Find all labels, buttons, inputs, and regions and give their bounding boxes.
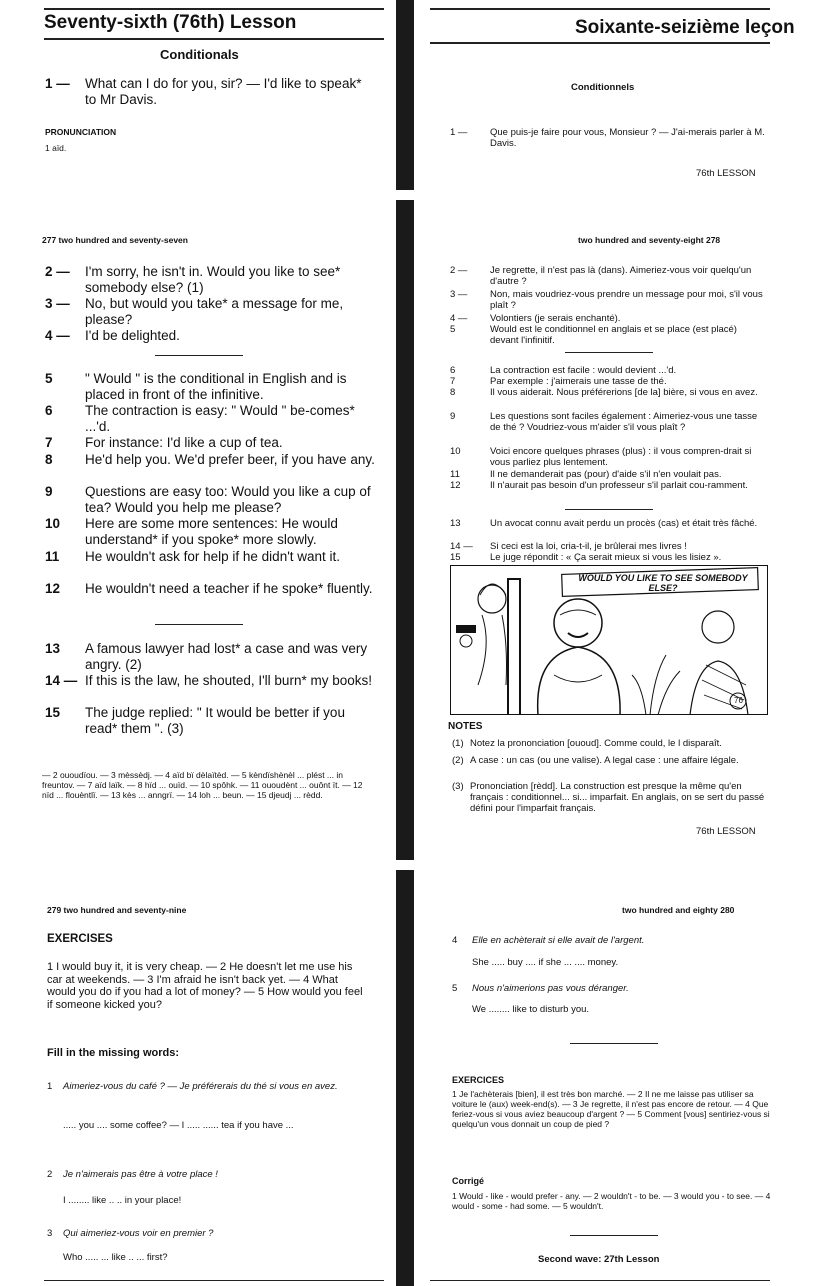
note-text: Notez la prononciation [ououd]. Comme could, le l disparaît. xyxy=(470,738,722,749)
line-text: Voici encore quelques phrases (plus) : il vous compren-drait si vous parliez plus lentement. xyxy=(490,446,752,468)
line-number: 4 — xyxy=(45,328,70,343)
line-text: Un avocat connu avait perdu un procès (cas) et était très fâché. xyxy=(490,518,758,529)
line-text: Les questions sont faciles également : Aimeriez-vous une tasse de thé ? Voudriez-vous m'aider s'il vous plaît ? xyxy=(490,411,758,433)
line-number: 5 xyxy=(450,324,456,335)
exercices-label: EXERCICES xyxy=(452,1075,505,1085)
second-wave: Second wave: 27th Lesson xyxy=(538,1254,660,1265)
line-number: 2 — xyxy=(450,265,468,276)
line-number: 14 — xyxy=(450,541,473,552)
line-number: 13 xyxy=(450,518,461,529)
line-text: He wouldn't need a teacher if he spoke* fluently. xyxy=(85,581,373,596)
lesson-title-en: Seventy-sixth (76th) Lesson xyxy=(44,12,297,33)
en-pronunciation-block: — 2 ououdïou. — 3 mèssèdj. — 4 aïd bï dèlaïtèd. — 5 kèndïshènèl ... plést ... in freuntov. — 7 aïd laïk. — 8 hïd ... ouïd. — 10 spôhk. — 11 ououdènt ... ouônt ït. — 12 nïd ... flouèntlï. — 13 kès ... anngrï. — 14 loh ... beun. — 15 djeudj ... rèdd. xyxy=(42,770,363,800)
line-number: 8 xyxy=(45,452,53,467)
line-number: 4 — xyxy=(450,313,468,324)
line-text: I'd be delighted. xyxy=(85,328,180,343)
lesson-ref-notes: 76th LESSON xyxy=(696,826,756,837)
line-number: 11 xyxy=(45,549,60,564)
line-number: 7 xyxy=(450,376,456,387)
fill-english: We ........ like to disturb you. xyxy=(472,1004,590,1015)
fill-french: Aimeriez-vous du café ? — Je préférerais du thé si vous en avez. xyxy=(63,1081,338,1092)
divider-en-1 xyxy=(155,355,243,356)
line-number: 15 xyxy=(450,552,461,563)
pronunciation-text: 1 aïd. xyxy=(45,143,67,153)
line-text: Que puis-je faire pour vous, Monsieur ? — J'ai-merais parler à M. Davis. xyxy=(490,127,765,149)
fill-number: 3 xyxy=(47,1228,53,1239)
binding-gutter-middle xyxy=(396,200,414,860)
line-text: A famous lawyer had lost* a case and was very angry. (2) xyxy=(85,641,368,672)
line-number: 6 xyxy=(45,403,53,418)
fill-french: Nous n'aimerions pas vous déranger. xyxy=(472,983,629,994)
line-number: 15 xyxy=(45,705,61,720)
line-text: Par exemple : j'aimerais une tasse de thé. xyxy=(490,376,667,387)
exercises-label: EXERCISES xyxy=(47,933,113,945)
line-text: No, but would you take* a message for me, please? xyxy=(85,296,344,327)
note-number: (3) xyxy=(452,781,464,792)
heading-conditionnels: Conditionnels xyxy=(571,82,635,93)
divider-en-2 xyxy=(155,624,243,625)
line-number: 14 — xyxy=(45,673,78,688)
divider-280-2 xyxy=(570,1235,658,1236)
line-text: The judge replied: " It would be better if you read* them ". (3) xyxy=(85,705,345,736)
fill-number: 4 xyxy=(452,935,458,946)
cartoon-illustration xyxy=(450,565,768,715)
corrige-label: Corrigé xyxy=(452,1176,485,1186)
page-header-280: two hundred and eighty 280 xyxy=(622,905,735,915)
line-text: Il n'aurait pas besoin d'un professeur s'il parlait cou-ramment. xyxy=(490,480,748,491)
fill-english: She ..... buy .... if she ... .... money. xyxy=(472,957,619,968)
fill-number: 2 xyxy=(47,1169,53,1180)
exercises-text: 1 I would buy it, it is very cheap. — 2 He doesn't let me use his car at weekends. — 3 I'm afraid he isn't back yet. — 4 What would you do if you had a lot of money? — 5 How would you feel if someone kicked you? xyxy=(47,961,363,1011)
top-rule-left xyxy=(44,8,384,10)
top-rule-right xyxy=(430,8,770,10)
fill-number: 5 xyxy=(452,983,458,994)
note-text: Prononciation [rèdd]. La construction est presque la même qu'en français : conditionnel... si... imparfait. En anglais, on se sert du passé défini pour l'imparfait français. xyxy=(470,781,765,814)
notes-label: NOTES xyxy=(448,721,483,732)
line-text: La contraction est facile : would devient ...'d. xyxy=(490,365,677,376)
line-text: If this is the law, he shouted, I'll burn* my books! xyxy=(85,673,372,688)
bottom-rule-right xyxy=(430,1280,770,1281)
page-header-277: 277 two hundred and seventy-seven xyxy=(42,235,188,245)
line-text: What can I do for you, sir? — I'd like to speak* to Mr Davis. xyxy=(85,76,362,107)
line-text: Questions are easy too: Would you like a cup of tea? Would you help me please? xyxy=(85,484,371,515)
fill-english: ..... you .... some coffee? — I ..... ...... tea if you have ... xyxy=(63,1120,294,1131)
lesson-ref-top: 76th LESSON xyxy=(696,168,756,179)
cartoon-speech: WOULD YOU LIKE TO SEE SOMEBODY ELSE? xyxy=(578,573,748,593)
line-number: 13 xyxy=(45,641,61,656)
line-number: 11 xyxy=(450,469,460,480)
line-text: For instance: I'd like a cup of tea. xyxy=(85,435,283,450)
line-text: The contraction is easy: " Would " be-comes* ...'d. xyxy=(85,403,355,434)
line-number: 7 xyxy=(45,435,53,450)
divider-280-1 xyxy=(570,1043,658,1044)
page-header-279: 279 two hundred and seventy-nine xyxy=(47,905,187,915)
line-text: Il ne demanderait pas (pour) d'aide s'il n'en voulait pas. xyxy=(490,469,722,480)
fill-english: I ........ like .. .. in your place! xyxy=(63,1195,182,1206)
line-text: I'm sorry, he isn't in. Would you like to see* somebody else? (1) xyxy=(85,264,341,295)
divider-fr-1 xyxy=(565,352,653,353)
fill-label: Fill in the missing words: xyxy=(47,1047,180,1059)
line-text: He'd help you. We'd prefer beer, if you have any. xyxy=(85,452,375,467)
fill-french: Elle en achèterait si elle avait de l'argent. xyxy=(472,935,645,946)
line-number: 5 xyxy=(45,371,53,386)
divider-fr-2 xyxy=(565,509,653,510)
note-text: A case : un cas (ou une valise). A legal case : une affaire légale. xyxy=(470,755,739,766)
cartoon-number: 76 xyxy=(734,696,743,705)
line-text: Volontiers (je serais enchanté). xyxy=(490,313,621,324)
line-number: 3 — xyxy=(45,296,70,311)
line-number: 12 xyxy=(45,581,61,596)
title-rule-right xyxy=(430,42,770,44)
line-text: Here are some more sentences: He would understand* if you spoke* more slowly. xyxy=(85,516,338,547)
line-number: 1 — xyxy=(45,76,70,91)
note-number: (2) xyxy=(452,755,464,766)
corrige-text: 1 Would - like - would prefer - any. — 2 wouldn't - to be. — 3 would you - to see. — 4 would - some - had some. — 5 wouldn't. xyxy=(452,1191,771,1211)
fill-number: 1 xyxy=(47,1081,53,1092)
pronunciation-label: PRONUNCIATION xyxy=(45,127,117,137)
line-number: 2 — xyxy=(45,264,70,279)
heading-conditionals: Conditionals xyxy=(160,47,239,62)
line-text: Il vous aiderait. Nous préférerions [de la] bière, si vous en avez. xyxy=(490,387,758,398)
line-text: Je regrette, il n'est pas là (dans). Aimeriez-vous voir quelqu'un d'autre ? xyxy=(490,265,752,287)
exercices-text: 1 Je l'achèterais [bien], il est très bon marché. — 2 Il ne me laisse pas utiliser sa voiture le (aux) week-end(s). — 3 Je regrette, il n'est pas encore de retour. — 4 Que feriez-vous si vous aviez beaucoup d'argent ? — 5 Comment [vous] sentiriez-vous si quelqu'un vous donnait un coup de pied ? xyxy=(452,1089,770,1129)
title-rule-left xyxy=(44,38,384,40)
line-text: " Would " is the conditional in English and is placed in front of the infinitive. xyxy=(85,371,347,402)
line-text: Le juge répondit : « Ça serait mieux si vous les lisiez ». xyxy=(490,552,722,563)
line-number: 9 xyxy=(45,484,53,499)
lesson-title-fr: Soixante-seizième leçon xyxy=(575,17,795,38)
binding-gutter-top xyxy=(396,0,414,190)
fill-french: Qui aimeriez-vous voir en premier ? xyxy=(63,1228,214,1239)
line-number: 3 — xyxy=(450,289,468,300)
page-header-278: two hundred and seventy-eight 278 xyxy=(578,235,721,245)
fill-english: Who ..... ... like .. ... first? xyxy=(63,1252,168,1263)
line-number: 1 — xyxy=(450,127,468,138)
line-text: Would est le conditionnel en anglais et se place (est placé) devant l'infinitif. xyxy=(490,324,737,346)
line-number: 6 xyxy=(450,365,456,376)
binding-gutter-bottom xyxy=(396,870,414,1286)
line-number: 9 xyxy=(450,411,456,422)
fill-french: Je n'aimerais pas être à votre place ! xyxy=(63,1169,218,1180)
line-number: 10 xyxy=(450,446,461,457)
line-number: 10 xyxy=(45,516,61,531)
line-text: He wouldn't ask for help if he didn't want it. xyxy=(85,549,341,564)
line-text: Si ceci est la loi, cria-t-il, je brûlerai mes livres ! xyxy=(490,541,687,552)
line-number: 8 xyxy=(450,387,456,398)
note-number: (1) xyxy=(452,738,464,749)
bottom-rule-left xyxy=(44,1280,384,1281)
line-text: Non, mais voudriez-vous prendre un message pour moi, s'il vous plaît ? xyxy=(490,289,763,311)
line-number: 12 xyxy=(450,480,461,491)
